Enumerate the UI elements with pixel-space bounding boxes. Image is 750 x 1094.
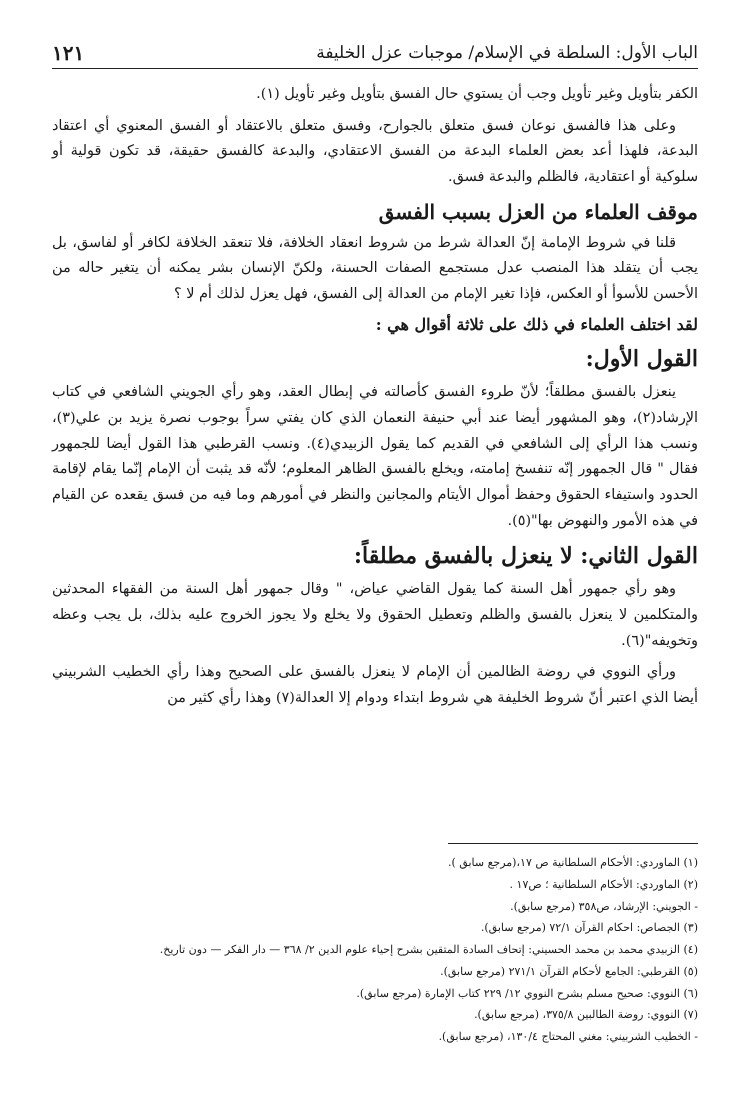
- opinion-heading: القول الأول:: [585, 346, 698, 373]
- subsection-heading: لقد اختلف العلماء في ذلك على ثلاثة أقوال هي :: [375, 315, 698, 335]
- section-heading: موقف العلماء من العزل بسبب الفسق: [378, 199, 698, 224]
- main-text: [52, 82, 698, 718]
- footnote: (٣) الجصاص: احكام القرآن ٧٢/١ (مرجع سابق).: [480, 921, 698, 935]
- page-number: ١٢١: [52, 41, 85, 65]
- opinion-heading: القول الثاني: لا ينعزل بالفسق مطلقاً:: [353, 543, 698, 570]
- footnote: (٥) القرطبي: الجامع لأحكام القرآن ٢٧١/١ (مرجع سابق).: [440, 964, 698, 978]
- paragraph: ورأي النووي في روضة الظالمين أن الإمام لا ينعزل بالفسق على الصحيح وهذا رأي الخطيب الشربيني أيضا الذي اعتبر أنّ شروط الخليفة هي شروط ابتداء ودوام إلا العدالة(٧) وهذا رأي كثير من: [52, 664, 698, 706]
- footnote: (٤) الزبيدي محمد بن محمد الحسيني: إتحاف السادة المتقين بشرح إحياء علوم الدين ٢/ ٣٦٨ — دار الفكر — دون تاريخ.: [159, 943, 698, 957]
- paragraph: قلنا في شروط الإمامة إنّ العدالة شرط من شروط انعقاد الخلافة، فلا تنعقد الخلافة لكافر أو لفاسق، بل يجب أن يتقلد هذا المنصب عدل مستجمع الصفات الحسنة، ولكنّ الإنسان بشر يمكنه أن يتغير حاله من الأحسن للأسوأ أو العكس، فإذا تغير الإمام من العدالة إلى الفسق، فهل يعزل لذلك أم لا ؟: [52, 234, 698, 302]
- footnote: (٧) النووي: روضة الطالبين ٣٧٥/٨، (مرجع سابق).: [474, 1008, 698, 1022]
- footnote-divider: [448, 843, 698, 844]
- running-title: الباب الأول: السلطة في الإسلام/ موجبات عزل الخليفة: [316, 43, 698, 63]
- paragraph: وعلى هذا فالفسق نوعان فسق متعلق بالجوارح، وفسق متعلق بالاعتقاد أو الفسق المعنوي أي اعتقاد البدعة، فلهذا أعد بعض العلماء البدعة من الفسق الاعتقادي، والبدعة كالفسق حقيقة، قد تكون قولية أو سلوكية أو اعتقادية، فالظلم والبدعة فسق.: [52, 117, 698, 185]
- footnote: (١) الماوردي: الأحكام السلطانية ص ١٧،(مرجع سابق ).: [447, 856, 698, 869]
- paragraph: الكفر بتأويل وغير تأويل وجب أن يستوي حال الفسق بتأويل وغير تأويل (١).: [256, 86, 698, 102]
- page-header: [52, 38, 698, 68]
- header-divider: [52, 68, 698, 69]
- footnote: - الخطيب الشربيني: مغني المحتاج ١٣٠/٤، (مرجع سابق).: [438, 1030, 698, 1044]
- footnote: (٢) الماوردي: الأحكام السلطانية ؛ ص١٧ .: [509, 877, 698, 891]
- footnotes: [52, 852, 698, 1048]
- paragraph: ينعزل بالفسق مطلقاً؛ لأنّ طروء الفسق كأصالته في إبطال العقد، وهو رأي الجويني الشافعي في كتاب الإرشاد(٢)، وهو المشهور أيضا عند أبي حنيفة النعمان الذي كان يفتي سراً بوجوب نصرة يزيد بن علي(٣)، ونسب هذا الرأي إلى الشافعي في القديم كما يقول الزبيدي(٤). ونسب القرطبي هذا القول أيضا للجمهور فقال " قال الجمهور إنّه تنفسخ إمامته، ويخلع بالفسق الظاهر المعلوم؛ لأنّه قد يثبت أن الإمام إنّما يقام لإقامة الحدود واستيفاء الحقوق وحفظ أموال الأيتام والمجانين والنظر في أمورهم وما فيه من فسق يقعده عن القيام في هذه الأمور والنهوض بها"(٥).: [52, 384, 698, 529]
- footnote: - الجويني: الإرشاد، ص٣٥٨ (مرجع سابق).: [510, 899, 698, 913]
- paragraph: وهو رأي جمهور أهل السنة كما يقول القاضي عياض، " وقال جمهور أهل السنة من الفقهاء المحدثين والمتكلمين لا ينعزل بالفسق والظلم وتعطيل الحقوق ولا يخلع ولا يجوز الخروج عليه بذلك، بل يجب وعظه وتخويفه"(٦).: [52, 581, 698, 649]
- footnote: (٦) النووي: صحيح مسلم بشرح النووي ١٢/ ٢٢٩ كتاب الإمارة (مرجع سابق).: [356, 986, 698, 1000]
